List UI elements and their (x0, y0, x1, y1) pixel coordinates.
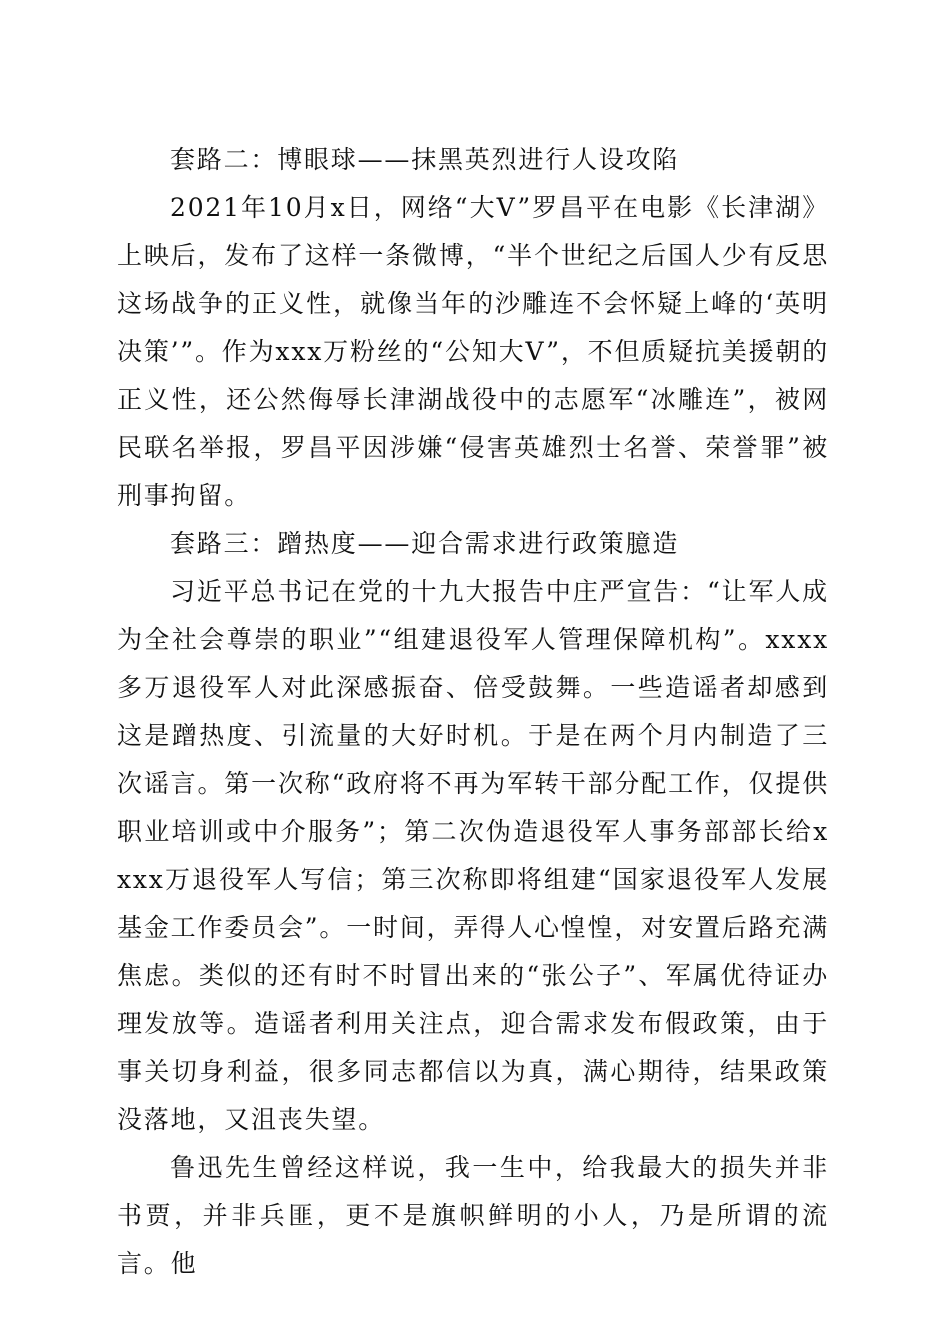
paragraph-luo-changping: 2021年10月x日，网络“大V”罗昌平在电影《长津湖》上映后，发布了这样一条微博，“半个世纪之后国人少有反思这场战争的正义性，就像当年的沙雕连不会怀疑上峰的‘英明决策’”。作为xxx万粉丝的“公知大V”，不但质疑抗美援朝的正义性，还公然侮辱长津湖战役中的志愿军“冰雕连”，被网民联名举报，罗昌平因涉嫌“侵害英雄烈士名誉、荣誉罪”被刑事拘留。 (117, 193, 829, 510)
section-heading-2: 套路二：博眼球——抹黑英烈进行人设攻陷 (170, 145, 680, 174)
section-heading-3: 套路三：蹭热度——迎合需求进行政策臆造 (170, 529, 680, 558)
document-body (117, 136, 829, 1288)
paragraph-policy-rumors: 习近平总书记在党的十九大报告中庄严宣告：“让军人成为全社会尊崇的职业”“组建退役军人管理保障机构”。xxxx多万退役军人对此深感振奋、倍受鼓舞。一些造谣者却感到这是蹭热度、引流量的大好时机。于是在两个月内制造了三次谣言。第一次称“政府将不再为军转干部分配工作，仅提供职业培训或中介服务”；第二次伪造退役军人事务部部长给xxxx万退役军人写信；第三次称即将组建“国家退役军人发展基金工作委员会”。一时间，弄得人心惶惶，对安置后路充满焦虑。类似的还有时不时冒出来的“张公子”、军属优待证办理发放等。造谣者利用关注点，迎合需求发布假政策，由于事关切身利益，很多同志都信以为真，满心期待，结果政策没落地，又沮丧失望。 (117, 577, 829, 1134)
paragraph-lu-xun-quote: 鲁迅先生曾经这样说，我一生中，给我最大的损失并非书贾，并非兵匪，更不是旗帜鲜明的小人，乃是所谓的流言。他 (117, 1153, 829, 1278)
